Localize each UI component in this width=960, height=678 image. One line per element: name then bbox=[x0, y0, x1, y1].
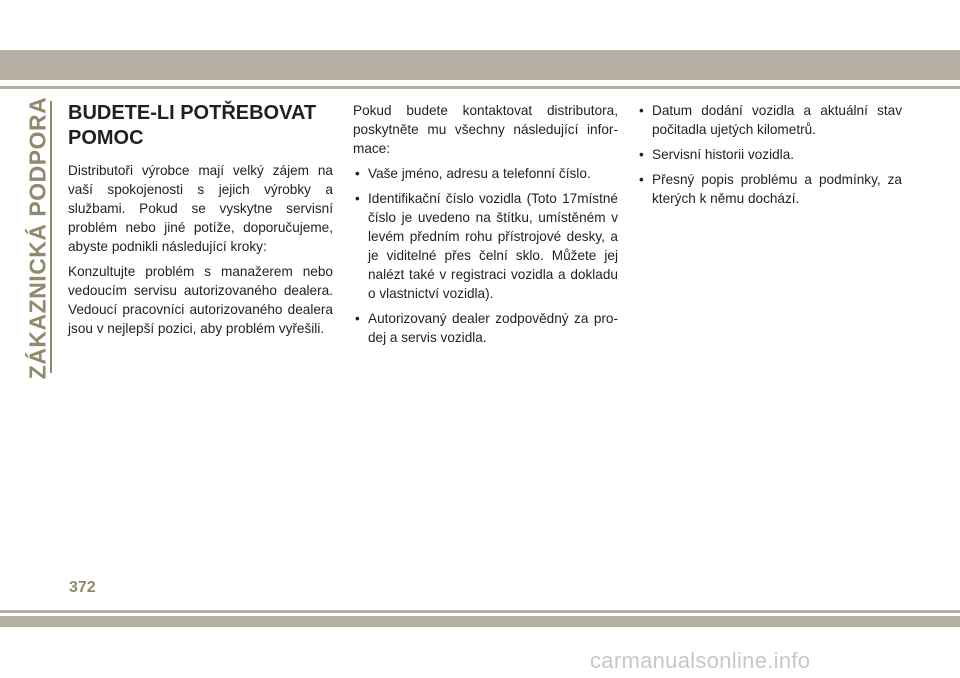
list-item: • Servisní historii vozidla. bbox=[637, 145, 902, 164]
paragraph: Distributoři výrobce mají velký zájem na vaší spokojenosti s jejich výrobky a službami. Pokud se vyskytne servisní problém nebo jiné potíže, doporučujeme, abyste podnikli následující kroky: bbox=[68, 163, 333, 254]
bullet-list bbox=[637, 101, 902, 208]
column-3 bbox=[637, 101, 902, 214]
watermark-text: carmanualsonline.info bbox=[590, 648, 811, 673]
column-2 bbox=[353, 101, 618, 353]
paragraph-intro: Pokud budete kontaktovat distributora, poskytněte mu všechny následující infor-mace: bbox=[353, 103, 618, 156]
list-item: • Autorizovaný dealer zodpovědný za pro-dej a servis vozidla. bbox=[353, 309, 618, 347]
section-side-title: ZÁKAZNICKÁ PODPORA bbox=[24, 96, 51, 380]
bottom-decorative-line bbox=[0, 610, 960, 613]
bullet-list bbox=[353, 164, 618, 347]
page-number: 372 bbox=[69, 579, 96, 596]
list-item: • Identifikační číslo vozidla (Toto 17místné číslo je uvedeno na štítku, umístěném v levém předním rohu přístrojové desky, a je viditelné přes čelní sklo. Můžete jej nalézt také v registraci vozidla a dokladu o vlastnictví vozidla). bbox=[353, 189, 618, 303]
list-item: • Datum dodání vozidla a aktuální stav počitadla ujetých kilometrů. bbox=[637, 101, 902, 139]
column-1 bbox=[68, 101, 333, 344]
top-decorative-band bbox=[0, 50, 960, 80]
list-item: • Přesný popis problému a podmínky, za kterých k němu dochází. bbox=[637, 170, 902, 208]
section-side-rule bbox=[50, 101, 52, 373]
page-heading: BUDETE-LI POTŘEBOVAT POMOC bbox=[68, 102, 317, 149]
top-decorative-line bbox=[0, 86, 960, 89]
bottom-decorative-band bbox=[0, 616, 960, 627]
paragraph: Konzultujte problém s manažerem nebo vedoucím servisu autorizovaného dealera. Vedoucí pracovníci autorizovaného dealera jsou v nejlepší pozici, aby problém vyřešili. bbox=[68, 264, 333, 336]
list-item: • Vaše jméno, adresu a telefonní číslo. bbox=[353, 164, 618, 183]
